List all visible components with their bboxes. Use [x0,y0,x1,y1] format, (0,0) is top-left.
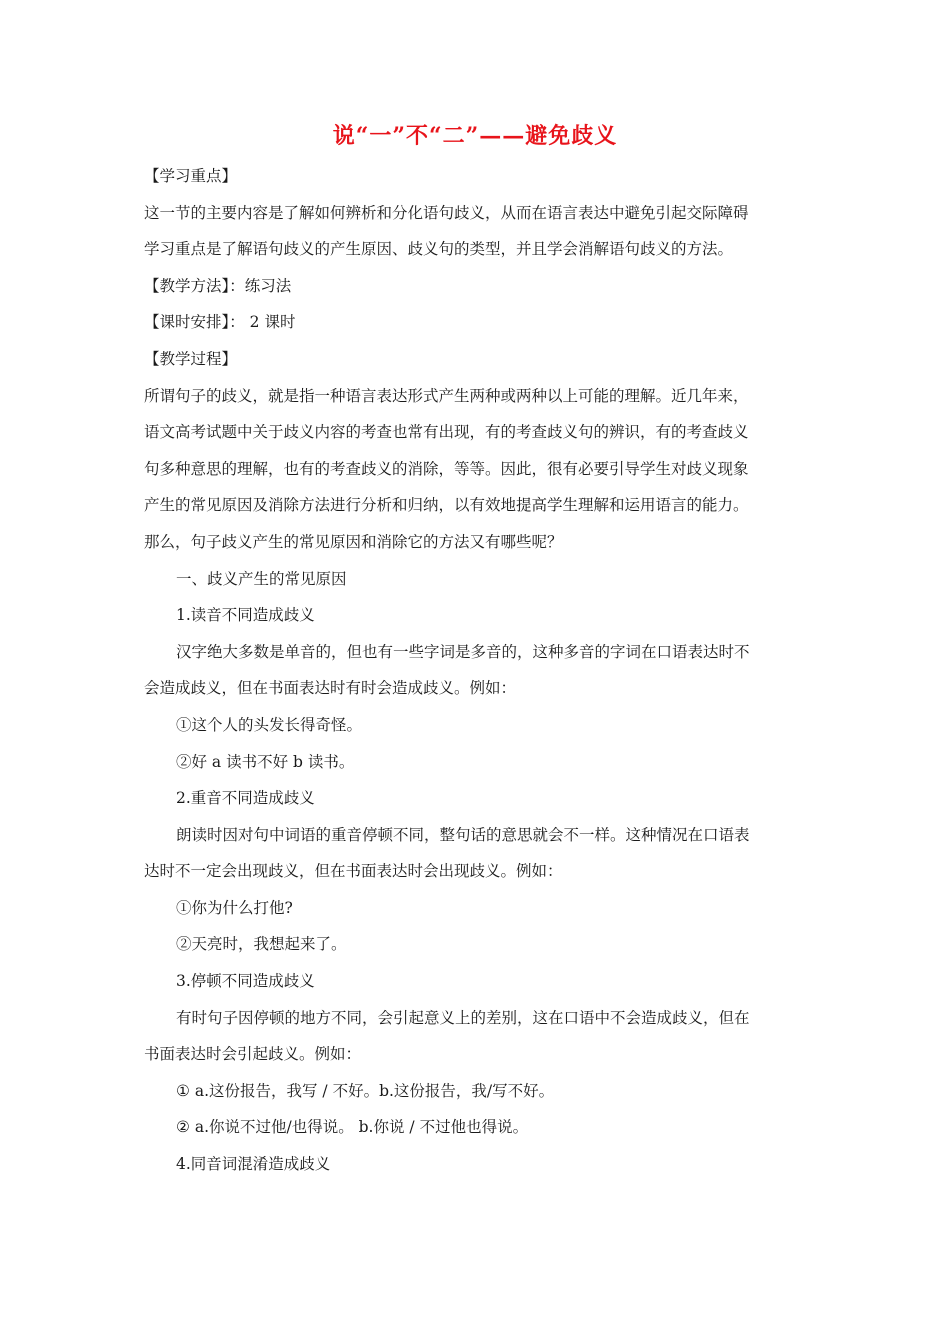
text-line: 一、歧义产生的常见原因 [176,569,347,588]
text-line: 语文高考试题中关于歧义内容的考查也常有出现，有的考查歧义句的辨识，有的考查歧义 [144,423,749,442]
text-line: ②好 a 读书不好 b 读书。 [176,752,355,771]
text-line: 会造成歧义，但在书面表达时有时会造成歧义。例如： [144,679,517,698]
text-line: 1.读音不同造成歧义 [176,606,315,625]
text-line: 【学习重点】 [144,167,238,185]
text-line: 这一节的主要内容是了解如何辨析和分化语句歧义，从而在语言表达中避免引起交际障碍 [144,203,749,222]
text-line: 【教学过程】 [144,349,238,368]
text-line: 产生的常见原因及消除方法进行分析和归纳，以有效地提高学生理解和运用语言的能力。 [144,496,749,515]
text-line: ① a.这份报告，我写 / 不好。b.这份报告，我/写不好。 [176,1081,555,1100]
text-line: 2.重音不同造成歧义 [176,789,315,808]
text-line: 3.停顿不同造成歧义 [176,972,315,991]
text-line: ②天亮时，我想起来了。 [176,935,347,954]
text-line: 所谓句子的歧义，就是指一种语言表达形式产生两种或两种以上可能的理解。近几年来， [144,386,749,405]
text-line: 【教学方法】：练习法 [144,276,292,295]
document-body [144,158,824,1183]
text-line: ①你为什么打他? [176,898,293,917]
text-line: 4.同音词混淆造成歧义 [176,1155,331,1174]
text-line: 那么，句子歧义产生的常见原因和消除它的方法又有哪些呢？ [144,532,563,551]
text-line: 书面表达时会引起歧义。例如： [144,1045,362,1064]
text-line: 达时不一定会出现歧义，但在书面表达时会出现歧义。例如： [144,862,563,881]
text-line: 句多种意思的理解，也有的考查歧义的消除，等等。因此，很有必要引导学生对歧义现象 [144,459,749,478]
text-line: 学习重点是了解语句歧义的产生原因、歧义句的类型，并且学会消解语句歧义的方法。 [144,240,734,259]
text-line: ①这个人的头发长得奇怪。 [176,715,363,734]
text-line: 朗读时因对句中词语的重音停顿不同，整句话的意思就会不一样。这种情况在口语表 [176,825,750,844]
document-title: 说“一”不“二”——避免歧义 [332,123,618,149]
text-line: 汉字绝大多数是单音的，但也有一些字词是多音的，这种多音的字词在口语表达时不 [176,642,750,661]
text-line: 有时句子因停顿的地方不同，会引起意义上的差别，这在口语中不会造成歧义，但在 [176,1008,750,1027]
text-line: 【课时安排】： 2 课时 [144,313,296,332]
text-line: ② a.你说不过他/也得说。 b.你说 / 不过他也得说。 [176,1118,529,1137]
